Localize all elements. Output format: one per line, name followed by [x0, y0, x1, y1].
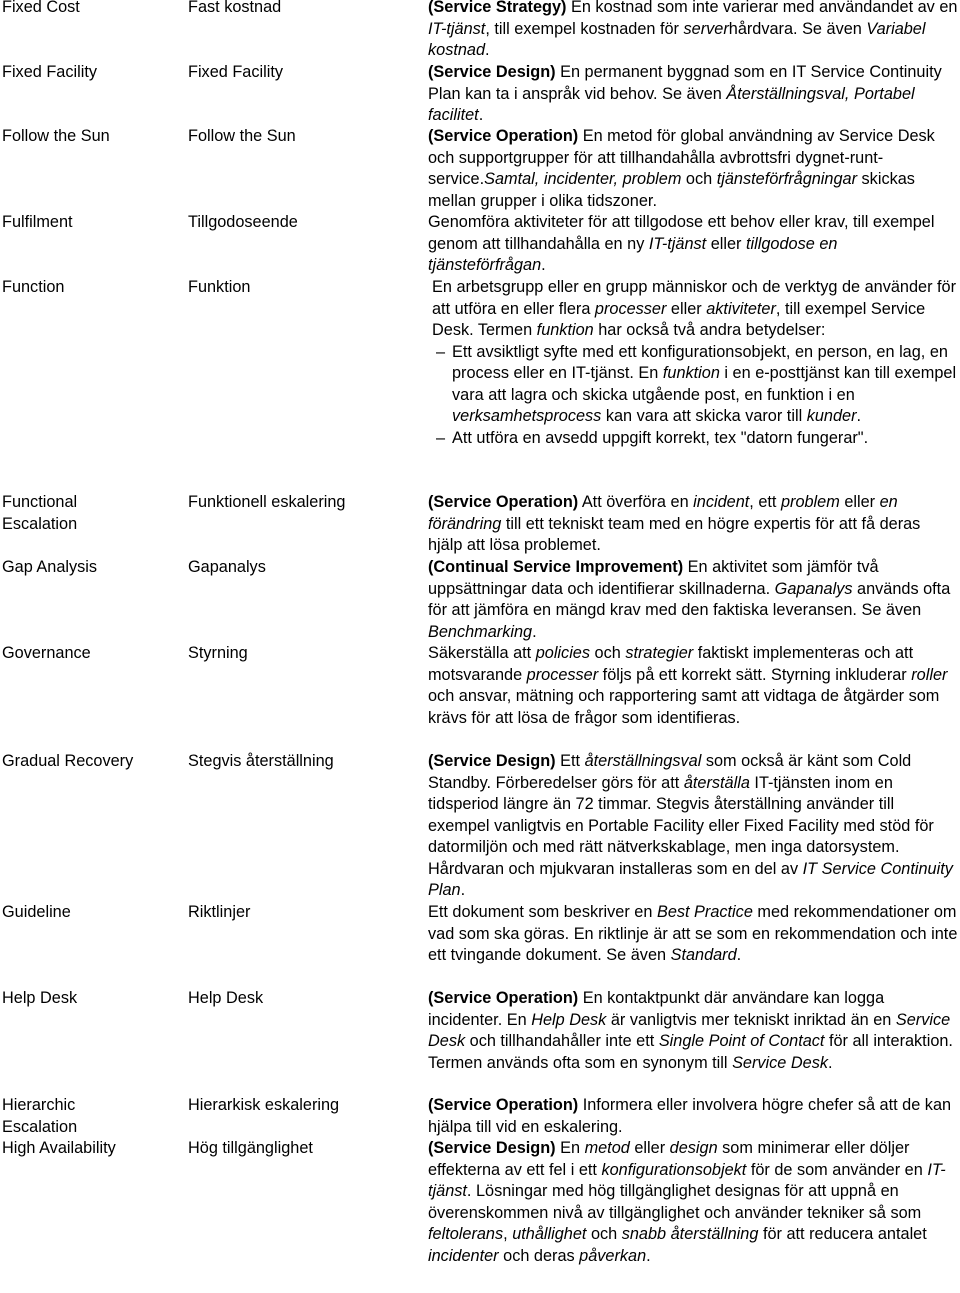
text: Informera eller involvera högre chefer så att de kan hjälpa till vid en eskalering.	[428, 1096, 952, 1136]
text: En	[555, 1139, 585, 1157]
text: .	[736, 946, 742, 964]
italic-term: roller	[911, 665, 948, 684]
text: för de som använder en	[746, 1160, 928, 1179]
text: följs på ett korrekt sätt. Styrning inkluderar	[598, 665, 912, 684]
text: En kontaktpunkt där användare kan logga incidenter. En	[428, 989, 885, 1029]
text: och	[681, 170, 717, 188]
term-definition	[428, 1138, 958, 1267]
text: och	[586, 1225, 622, 1243]
text: används ofta för att jämföra en mängd krav med den faktiska leveransen. Se även	[428, 579, 951, 619]
italic-term: Service Desk	[428, 1010, 951, 1050]
text: ,	[503, 1225, 513, 1243]
italic-term: Variabel kostnad	[428, 19, 926, 59]
term-definition	[428, 0, 958, 62]
italic-term: metod	[584, 1139, 630, 1157]
term-swedish: Funktionell eskalering	[188, 493, 346, 511]
text: som minimerar eller döljer effekterna av ett fel i ett	[428, 1139, 910, 1179]
italic-term: server	[683, 19, 729, 38]
term-swedish: Help Desk	[188, 989, 264, 1007]
text: En arbetsgrupp eller en grupp människor och de verktyg de använder för att utföra en eller flera	[432, 278, 957, 318]
italic-term: Single Point of Contact	[658, 1032, 825, 1050]
area-tag: (Service Operation)	[428, 989, 579, 1007]
term-english	[2, 492, 182, 535]
italic-term: problem	[780, 493, 840, 511]
text: , ett	[749, 493, 781, 511]
term-english-line: Escalation	[2, 1117, 78, 1136]
term-english: High Availability	[2, 1139, 116, 1157]
italic-term: policies	[535, 644, 591, 662]
term-swedish: Tillgodoseende	[188, 213, 298, 231]
area-tag: (Service Strategy)	[428, 0, 567, 16]
term-definition	[432, 277, 958, 449]
text: är vanligtvis mer tekniskt inriktad än en	[606, 1010, 896, 1029]
term-definition	[428, 1095, 958, 1138]
italic-term: snabb återställning	[621, 1225, 759, 1243]
text: Ett	[555, 752, 585, 770]
italic-term: Help Desk	[531, 1010, 607, 1029]
text: eller	[629, 1139, 670, 1157]
italic-term: Service Desk	[732, 1053, 828, 1072]
area-tag: (Service Operation)	[428, 127, 579, 145]
term-swedish: Gapanalys	[188, 558, 266, 576]
italic-term: Best Practice	[656, 903, 753, 921]
text: Genomföra aktiviteter för att tillgodose ett behov eller krav, till exempel genom att tillhandahålla en ny	[428, 213, 935, 253]
term-english-line: Hierarchic	[2, 1096, 76, 1114]
text: skickas mellan grupper i olika tidszoner.	[428, 170, 915, 210]
area-tag: (Service Design)	[428, 1139, 556, 1157]
area-tag: (Service Operation)	[428, 493, 579, 511]
term-swedish: Funktion	[188, 278, 251, 296]
text: med rekommendationer om vad som ska göras. En riktlinje är att se som en rekommendation och inte ett tvingande dokument. Se även	[428, 903, 958, 964]
italic-term: funktion	[536, 321, 594, 339]
term-definition	[428, 751, 958, 902]
italic-term: konfigurationsobjekt	[601, 1160, 747, 1179]
dash-bullet: –	[436, 428, 446, 447]
term-swedish: Fast kostnad	[188, 0, 282, 16]
term-english: Fixed Facility	[2, 63, 97, 81]
term-definition	[428, 212, 958, 277]
text: .	[485, 41, 490, 59]
term-english: Fulfilment	[2, 213, 73, 231]
text: har också två andra betydelser:	[593, 321, 826, 339]
term-definition	[428, 126, 958, 212]
term-english: Help Desk	[2, 989, 78, 1007]
text: till ett tekniskt team med en högre expertis för att få deras hjälp att lösa problemet.	[428, 514, 921, 554]
text: .	[460, 881, 466, 899]
italic-term: IT-tjänst	[428, 19, 486, 38]
italic-term: tillgodose en tjänsteförfrågan	[428, 234, 838, 274]
dash-bullet: –	[436, 342, 446, 361]
italic-term: IT Service Continuity Plan	[428, 859, 953, 899]
term-definition	[428, 643, 958, 729]
term-swedish: Styrning	[188, 644, 248, 662]
term-english	[2, 1095, 182, 1138]
term-swedish: Fixed Facility	[188, 63, 283, 81]
italic-term: feltolerans	[428, 1225, 504, 1243]
italic-term: återställningsval	[584, 752, 702, 770]
text: , till exempel kostnaden för	[485, 19, 684, 38]
italic-term: processer	[526, 665, 599, 684]
term-definition	[428, 62, 958, 127]
italic-term: Återställningsval, Portabel facilitet	[428, 84, 915, 124]
text: och ansvar, mätning och rapportering samt att vidtaga de åtgärder som krävs för att lösa de frågor som identifieras.	[428, 687, 940, 727]
italic-term: kunder	[806, 407, 857, 425]
italic-term: aktiviteter	[706, 299, 776, 318]
text: .	[532, 622, 537, 641]
term-swedish: Hierarkisk eskalering	[188, 1096, 340, 1114]
text: Att överföra en	[578, 493, 694, 511]
text: och	[590, 644, 626, 662]
italic-term: IT-tjänst	[648, 234, 707, 253]
term-definition	[428, 557, 958, 643]
term-english-line: Functional	[2, 493, 78, 511]
text: . Lösningar med hög tillgänglighet designas för att uppnå en överenskommen nivå av tillgänglighet och använder tekniker så som	[428, 1182, 922, 1222]
text: eller	[706, 234, 746, 253]
italic-term: incident	[693, 493, 750, 511]
text: Att utföra en avsedd uppgift korrekt, tex "datorn fungerar".	[452, 428, 869, 447]
text: kan vara att skicka varor till	[601, 407, 807, 425]
text: eller	[839, 493, 880, 511]
term-english: Fixed Cost	[2, 0, 80, 16]
italic-term: återställa	[683, 773, 750, 792]
text: En permanent byggnad som en IT Service Continuity Plan kan ta i anspråk vid behov. Se även	[428, 63, 942, 103]
text: i en e-posttjänst kan till exempel vara att lagra och skicka utgående post, en funktion i en	[452, 364, 957, 404]
list-item	[432, 428, 958, 450]
italic-term: påverkan	[579, 1246, 647, 1265]
term-english: Function	[2, 278, 65, 296]
text: och tillhandahåller inte ett	[465, 1032, 659, 1050]
text: Ett dokument som beskriver en	[428, 903, 657, 921]
term-definition	[428, 902, 958, 967]
area-tag: (Service Operation)	[428, 1096, 579, 1114]
text: En metod för global användning av Service Desk och supportgrupper för att tillhandahålla avbrottsfri dygnet-runt-service.	[428, 127, 935, 188]
term-swedish: Stegvis återställning	[188, 752, 334, 770]
text: Säkerställa att	[428, 644, 536, 662]
text: eller	[666, 299, 707, 318]
text: och deras	[498, 1246, 580, 1265]
italic-term: strategier	[625, 644, 694, 662]
text: .	[646, 1246, 651, 1265]
text: , till exempel Service Desk. Termen	[432, 299, 926, 339]
italic-term: Standard	[670, 946, 737, 964]
term-swedish: Hög tillgänglighet	[188, 1139, 313, 1157]
italic-term: incidenter	[428, 1246, 499, 1265]
italic-term: tjänsteförfrågningar	[716, 170, 858, 188]
list-item	[432, 342, 958, 428]
italic-term: Samtal, incidenter, problem	[484, 170, 682, 188]
text: .	[827, 1053, 833, 1072]
italic-term: Gapanalys	[774, 579, 853, 598]
definition-intro	[432, 277, 958, 342]
area-tag: (Continual Service Improvement)	[428, 558, 684, 576]
term-english: Follow the Sun	[2, 127, 110, 145]
italic-term: Benchmarking	[428, 622, 533, 641]
term-definition	[428, 492, 958, 557]
italic-term: funktion	[662, 364, 720, 382]
text: .	[541, 256, 546, 274]
text: för att reducera antalet	[758, 1225, 927, 1243]
italic-term: uthållighet	[512, 1225, 587, 1243]
term-swedish: Follow the Sun	[188, 127, 296, 145]
text: En kostnad som inte varierar med användandet av en	[566, 0, 958, 16]
term-english: Guideline	[2, 903, 71, 921]
italic-term: verksamhetsprocess	[452, 407, 602, 425]
text: faktiskt implementeras och att motsvarande	[428, 644, 914, 684]
italic-term: design	[669, 1139, 718, 1157]
area-tag: (Service Design)	[428, 752, 556, 770]
italic-term: en förändring	[428, 493, 898, 533]
italic-term: processer	[594, 299, 667, 318]
term-definition	[428, 988, 958, 1074]
term-english: Gap Analysis	[2, 558, 98, 576]
term-swedish: Riktlinjer	[188, 903, 251, 921]
text: .	[856, 407, 862, 425]
text: .	[478, 106, 484, 124]
term-english: Gradual Recovery	[2, 752, 134, 770]
area-tag: (Service Design)	[428, 63, 556, 81]
italic-term: IT-tjänst	[428, 1160, 946, 1200]
text: En aktivitet som jämför två uppsättningar data och identifierar skillnaderna.	[428, 558, 879, 598]
text: som också är känt som Cold Standby. Förberedelser görs för att	[428, 752, 912, 792]
text: IT-tjänsten inom en tidsperiod längre än 72 timmar. Stegvis återställning använder till exempel vanligtvis en Portable Facility eller Fixed Facility med stöd för datormiljön och med rätt nätverkskablage, men inga datorsystem. Hårdvaran och mjukvaran installeras som en del av	[428, 773, 934, 878]
term-english: Governance	[2, 644, 91, 662]
term-english-line: Escalation	[2, 514, 78, 533]
text: hårdvara. Se även	[728, 19, 867, 38]
text: för all interaktion. Termen används ofta som en synonym till	[428, 1032, 953, 1072]
text: Ett avsiktligt syfte med ett konfigurationsobjekt, en person, en lag, en process eller en IT-tjänst. En	[452, 342, 948, 382]
